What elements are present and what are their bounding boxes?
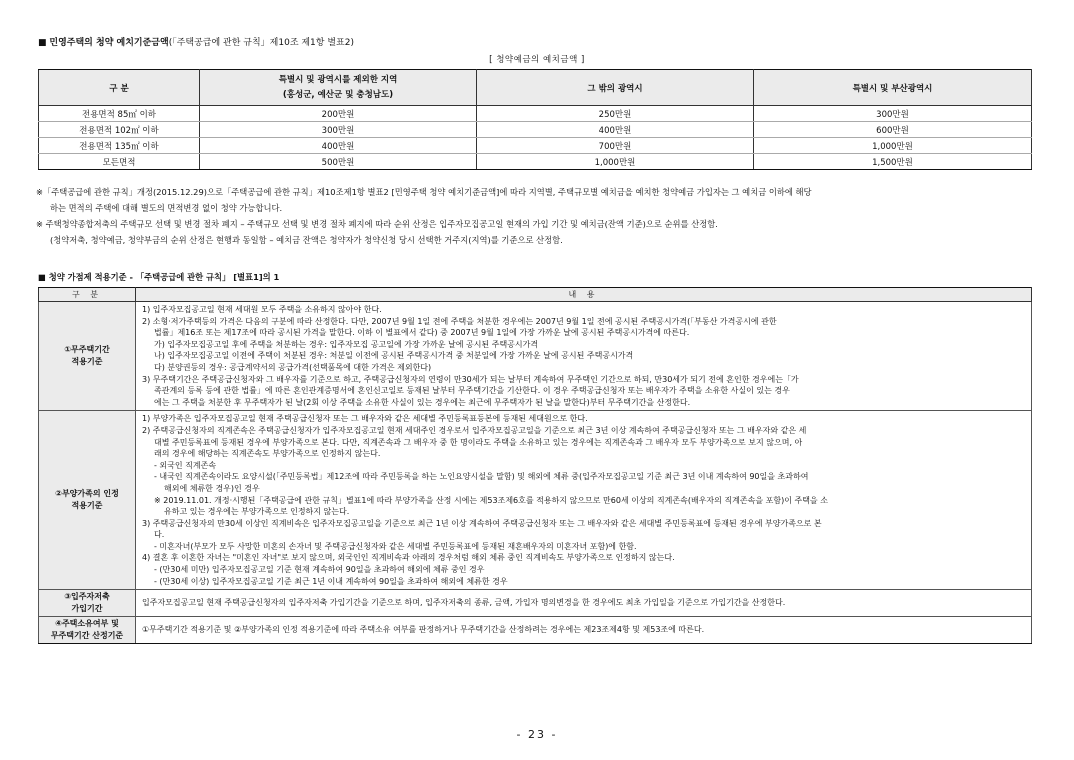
section1-title-bold: 민영주택의 청약 예치기준금액: [49, 38, 169, 48]
amount-cell: 1,000만원: [477, 154, 754, 170]
content-line: 래의 경우에 해당하는 직계존속도 부양가족으로 인정하지 않는다.: [154, 449, 381, 459]
content-line: 다) 분양권등의 경우: 공급계약서의 공급가격(선택품목에 대한 가격은 제외한다): [154, 362, 432, 372]
col-header-region1: [200, 70, 477, 106]
amount-cell: 250만원: [477, 106, 754, 122]
table-row: [39, 122, 1032, 138]
area-cell: 전용면적 102㎡ 이하: [39, 122, 200, 138]
row-label: [39, 590, 136, 617]
area-cell: 전용면적 85㎡ 이하: [39, 106, 200, 122]
section1-title-rest: (「주택공급에 관한 규칙」제10조 제1항 별표2): [168, 38, 354, 48]
row-label-line2: 무주택기간 산정기준: [50, 631, 124, 641]
row-label-line1: ④주택소유여부 및: [55, 619, 119, 629]
note-line: 하는 면적의 주택에 대해 별도의 면적변경 없이 청약 가능합니다.: [50, 203, 283, 213]
content-line: 족관계의 등록 등에 관한 법률」에 따른 혼인관계증명서에 혼인신고일로 등재된 날부터 무주택기간을 기산한다. 이 경우 주택공급신청자 또는 배우자가 주택을 소유한 사실이 있는 경우: [154, 386, 790, 396]
row-label-line1: ②부양가족의 인정: [55, 489, 119, 499]
amount-cell: 300만원: [754, 106, 1032, 122]
row-label: [39, 302, 136, 411]
amount-cell: 400만원: [477, 122, 754, 138]
content-line: 2) 소형·저가주택등의 가격은 다음의 구분에 따라 산정한다. 다만, 2007년 9월 1일 전에 주택을 처분한 경우에는 2007년 9월 1일 전에 공시된 주택공시가격(「부동산 가격공시에 관한: [142, 316, 777, 326]
table-caption: [ 청약예금의 예치금액 ]: [489, 55, 585, 65]
content-line: 대별 주민등록표에 등재된 경우에 부양가족으로 본다. 다만, 직계존속과 그 배우자 중 한 명이라도 주택을 소유하고 있는 경우에는 직계존속과 그 배우자 모두 부양가족으로 보지 않으며, 아: [154, 437, 803, 447]
content-line: 2) 주택공급신청자의 직계존속은 주택공급신청자가 입주자모집공고일 현재 세대주인 경우로서 입주자모집공고일을 기준으로 최근 3년 이상 계속하여 주택공급신청자 또는 그 배우자와 같은 세: [142, 425, 807, 435]
content-line: ※ 2019.11.01. 개정·시행된「주택공급에 관한 규칙」별표1에 따라 부양가족을 산정 시에는 제53조제6호를 적용하지 않으므로 만60세 이상의 직계존속(배우자의 직계존속을 포함)이 주택을 소: [154, 495, 828, 505]
table-row: [39, 617, 1032, 644]
content-line: 유하고 있는 경우에는 부양가족으로 인정하지 않는다.: [164, 507, 350, 517]
content-line: - 미혼자녀(부모가 모두 사망한 미혼의 손자녀 및 주택공급신청자와 같은 세대별 주민등록표에 등재된 재혼배우자의 미혼자녀 포함)에 한함.: [154, 541, 637, 551]
section1-title: [38, 35, 354, 48]
amount-cell: 600만원: [754, 122, 1032, 138]
amount-cell: 400만원: [200, 138, 477, 154]
row-label-line2: 가입기간: [71, 604, 103, 614]
amount-cell: 1,500만원: [754, 154, 1032, 170]
content-line: - 외국인 직계존속: [154, 460, 217, 470]
col-header-content: 내 용: [136, 288, 1032, 302]
content-line: 해외에 체류한 경우)인 경우: [164, 483, 260, 493]
row-label: [39, 411, 136, 590]
row-label-line2: 적용기준: [71, 357, 103, 367]
content-line: 법률」제16조 또는 제17조에 따라 공시된 가격을 말한다. 이하 이 별표에서 같다) 중 2007년 9월 1일에 가장 가까운 날에 공시된 주택공시가격에 따른다.: [154, 328, 690, 338]
row-label-line2: 적용기준: [71, 501, 103, 511]
area-cell: 모든면적: [39, 154, 200, 170]
table-row: [39, 138, 1032, 154]
table-row: [39, 154, 1032, 170]
content-line: - (만30세 미만) 입주자모집공고일 기준 현재 계속하여 90일을 초과하여 해외에 체류 중인 경우: [154, 565, 485, 575]
notes: [36, 184, 1036, 248]
bullet: ■: [38, 38, 47, 48]
col-header-region2: 그 밖의 광역시: [477, 70, 754, 106]
point-system-table: [38, 287, 1032, 644]
row-label-line1: ③입주자저축: [64, 592, 110, 602]
col-header-division: 구 분: [39, 70, 200, 106]
content-line: 다.: [154, 530, 165, 540]
content-line: 나) 입주자모집공고일 이전에 주택이 처분된 경우: 처분일 이전에 공시된 주택공시가격 중 처분일에 가장 가까운 날에 공시된 주택공시가격: [154, 351, 634, 361]
deposit-table: [38, 69, 1032, 170]
table-row: [39, 590, 1032, 617]
content-line: 에는 그 주택을 처분한 후 무주택자가 된 날(2회 이상 주택을 소유한 사실이 있는 경우에는 최근에 무주택자가 된 날을 말한다)부터 무주택기간을 산정한다.: [154, 397, 691, 407]
col-header-region1-line1: 특별시 및 광역시를 제외한 지역: [278, 74, 398, 85]
row-content: [136, 411, 1032, 590]
row-content: [136, 302, 1032, 411]
content-line: 1) 부양가족은 입주자모집공고일 현재 주택공급신청자 또는 그 배우자와 같은 세대별 주민등록표등본에 등재된 세대원으로 한다.: [142, 414, 588, 424]
table-row: [39, 411, 1032, 590]
note-line: (청약저축, 청약예금, 청약부금의 순위 산정은 현행과 동일함 – 예치금 잔액은 청약자가 청약신청 당시 선택한 거주지(지역)를 기준으로 산정함.: [50, 235, 563, 245]
page-number: - 23 -: [516, 728, 558, 741]
row-label-line1: ①무주택기간: [64, 345, 110, 355]
row-label: [39, 617, 136, 644]
table-row: [39, 106, 1032, 122]
amount-cell: 500만원: [200, 154, 477, 170]
content-line: - 내국인 직계존속이라도 요양시설(「주민등록법」제12조에 따라 주민등록을 하는 노인요양시설을 말함) 및 해외에 체류 중(입주자모집공고일 기준 최근 3년 이내 계속하여 90일을 초과하여: [154, 472, 809, 482]
content-line: 가) 입주자모집공고일 후에 주택을 처분하는 경우: 입주자모집 공고일에 가장 가까운 날에 공시된 주택공시가격: [154, 339, 539, 349]
content-line: 1) 입주자모집공고일 현재 세대원 모두 주택을 소유하지 않아야 한다.: [142, 305, 382, 314]
content-line: - (만30세 이상) 입주자모집공고일 기준 최근 1년 이내 계속하여 90일을 초과하여 해외에 체류한 경우: [154, 576, 508, 586]
row-content: ①무주택기간 적용기준 및 ②부양가족의 인정 적용기준에 따라 주택소유 여부를 판정하거나 무주택기간을 산정하려는 경우에는 제23조제4항 및 제53조에 따른다.: [136, 617, 1032, 644]
content-line: 4) 결혼 후 이혼한 자녀는 "미혼인 자녀"로 보지 않으며, 외국인인 직계비속과 아래의 경우처럼 해외 체류 중인 직계비속도 부양가족으로 인정하지 않는다.: [142, 553, 675, 563]
col-header-division: 구 분: [39, 288, 136, 302]
note-line: ※「주택공급에 관한 규칙」개정(2015.12.29)으로「주택공급에 관한 규칙」제10조제1항 별표2 [민영주택 청약 예치기준금액]에 따라 지역별, 주택규모별 예치금을 예치한 청약예금 가입자는 그 예치금 이하에 해당: [36, 187, 812, 197]
content-line: 3) 주택공급신청자의 만30세 이상인 직계비속은 입주자모집공고일을 기준으로 최근 1년 이상 계속하여 주택공급신청자 또는 그 배우자와 같은 세대별 주민등록표에 등재된 경우에 부양가족으로 본: [142, 518, 822, 528]
col-header-region3: 특별시 및 부산광역시: [754, 70, 1032, 106]
row-content: 입주자모집공고일 현재 주택공급신청자의 입주자저축 가입기간을 기준으로 하며, 입주자저축의 종류, 금액, 가입자 명의변경을 한 경우에도 최초 가입일을 기준으로 가입기간을 산정한다.: [136, 590, 1032, 617]
note-line: ※ 주택청약종합저축의 주택규모 선택 및 변경 절차 폐지 – 주택규모 선택 및 변경 절차 폐지에 따라 순위 산정은 입주자모집공고일 현재의 가입 기간 및 예치금(잔액 기준)으로 순위를 산정함.: [36, 219, 718, 229]
content-line: 3) 무주택기간은 주택공급신청자와 그 배우자를 기준으로 하고, 주택공급신청자의 연령이 만30세가 되는 날부터 계속하여 무주택인 기간으로 하되, 만30세가 되기 전에 혼인한 경우에는「가: [142, 374, 799, 384]
section2-title: ■ 청약 가점제 적용기준 - 「주택공급에 관한 규칙」 [별표1]의 1: [38, 272, 280, 282]
amount-cell: 200만원: [200, 106, 477, 122]
area-cell: 전용면적 135㎡ 이하: [39, 138, 200, 154]
amount-cell: 300만원: [200, 122, 477, 138]
amount-cell: 1,000만원: [754, 138, 1032, 154]
col-header-region1-line2: (홍성군, 예산군 및 충청남도): [282, 89, 394, 100]
table-row: [39, 302, 1032, 411]
amount-cell: 700만원: [477, 138, 754, 154]
